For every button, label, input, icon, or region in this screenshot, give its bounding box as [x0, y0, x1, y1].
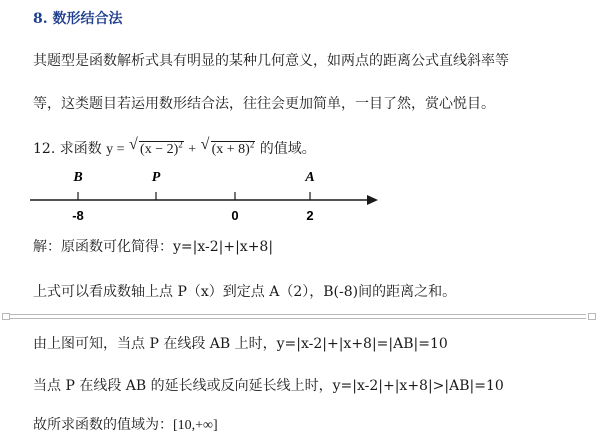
label-p: P — [151, 170, 161, 185]
solution-line-4: 当点 P 在线段 AB 的延长线或反向延长线上时，y=|x-2|+|x+8|>|AB|=10 — [33, 378, 504, 394]
value-a: 2 — [306, 208, 314, 223]
intro-paragraph-line-1: 其题型是函数解析式具有明显的某种几何意义，如两点的距离公式直线斜率等 — [33, 53, 509, 69]
intro-paragraph-line-2: 等，这类题目若运用数形结合法，往往会更加简单，一目了然，赏心悦目。 — [33, 96, 495, 112]
section-heading: 8. 数形结合法 — [33, 11, 123, 27]
label-a: A — [305, 170, 315, 185]
answer-range: [10,+∞] — [173, 418, 218, 433]
function-y: y = — [106, 142, 125, 157]
separator-right-marker — [586, 311, 596, 321]
solution-line-2: 上式可以看成数轴上点 P（x）到定点 A（2），B(-8)间的距离之和。 — [33, 284, 457, 300]
radicand-1: (x − 2) — [140, 142, 179, 157]
problem-suffix: 的值域。 — [259, 141, 316, 157]
number-line-arrow — [367, 195, 378, 205]
problem-prefix: 12. 求函数 — [33, 141, 102, 157]
number-line-diagram — [30, 164, 380, 226]
solution-line-5 — [33, 414, 218, 434]
solution-line-1: 解：原函数可化简得：y=|x-2|+|x+8| — [33, 239, 274, 255]
solution-line-3: 由上图可知，当点 P 在线段 AB 上时，y=|x-2|+|x+8|=|AB|=10 — [33, 336, 448, 352]
radicand-2: (x + 8) — [211, 142, 250, 157]
exponent-2: 2 — [249, 139, 255, 150]
plus-sign: + — [188, 142, 197, 157]
value-zero: 0 — [231, 208, 239, 223]
separator-bar — [10, 314, 586, 319]
page-break-separator — [0, 311, 596, 321]
sqrt-term-1 — [129, 139, 184, 158]
problem-statement — [33, 138, 316, 158]
separator-left-marker — [0, 311, 10, 321]
exponent-1: 2 — [178, 139, 183, 150]
value-b: -8 — [72, 208, 84, 223]
label-b: B — [73, 170, 83, 185]
answer-prefix: 故所求函数的值域为： — [33, 417, 173, 433]
sqrt-term-2 — [201, 139, 256, 158]
